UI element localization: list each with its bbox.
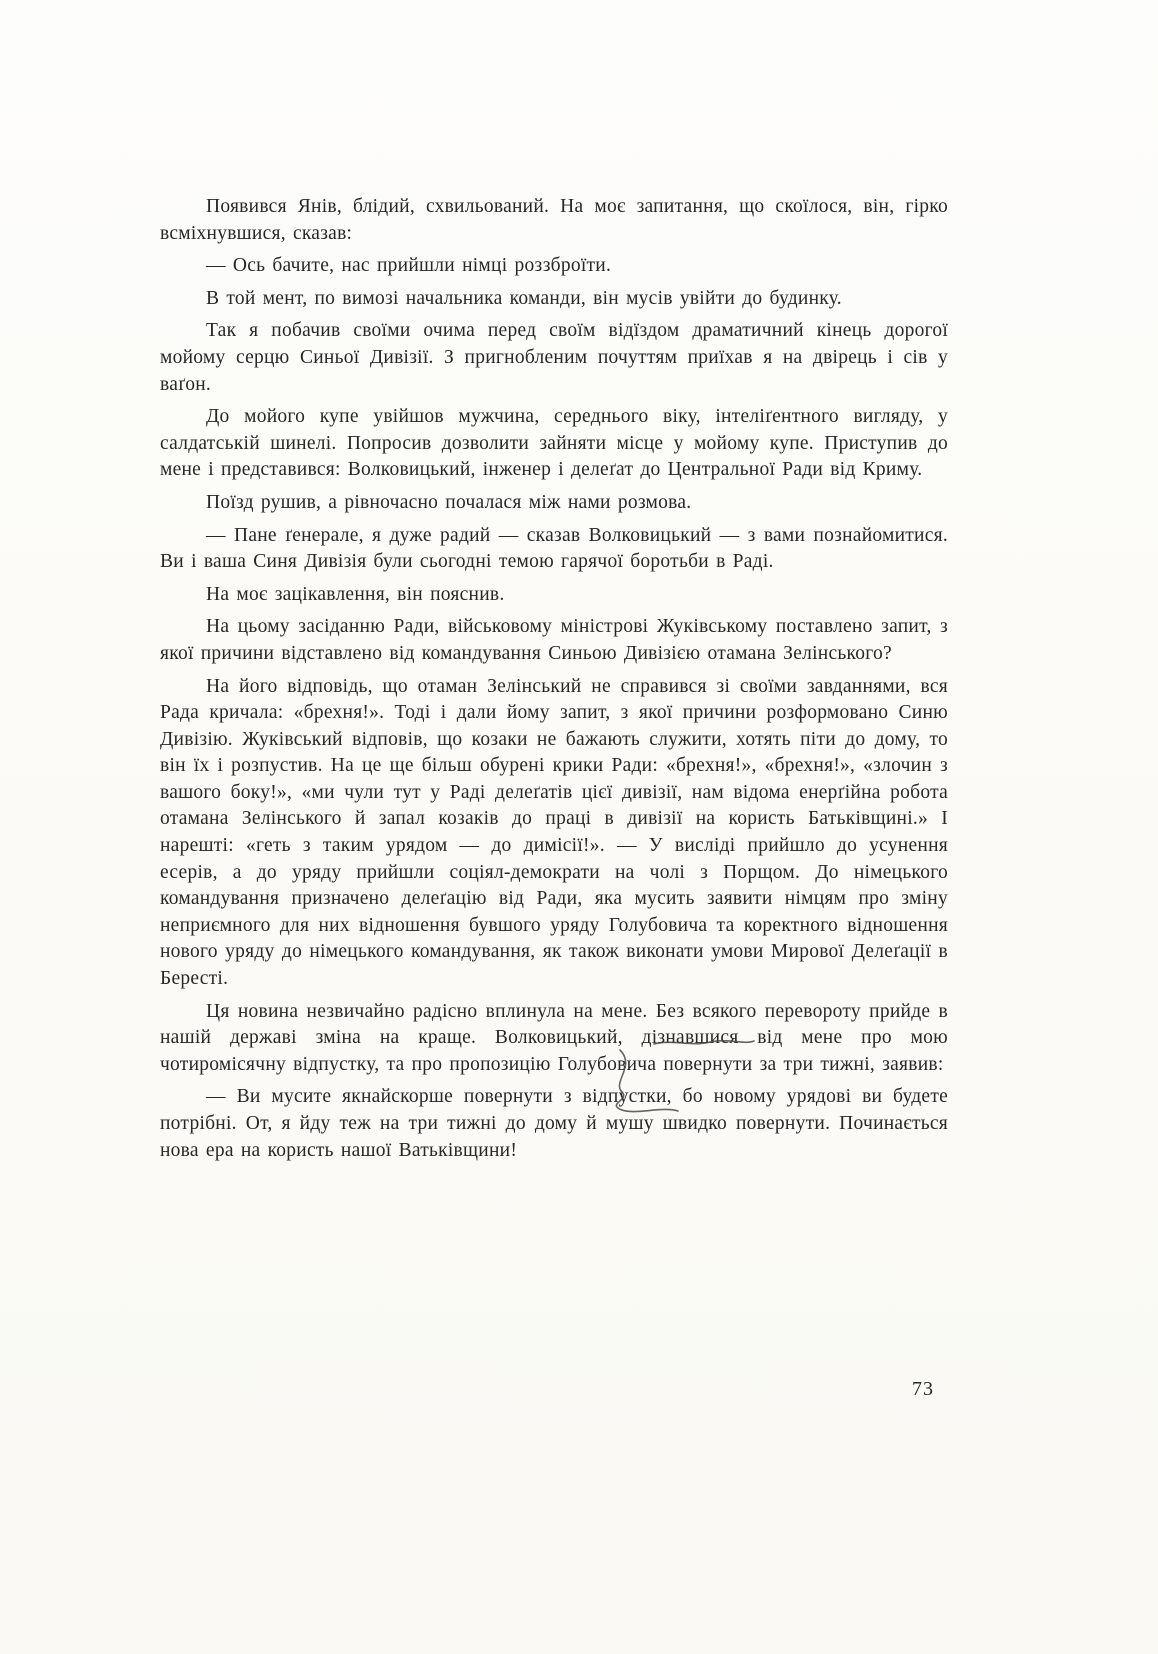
page-text	[160, 194, 948, 1164]
paragraph-7: — Пане ґенерале, я дуже радий — сказав Волковицький — з вами познайомитися. Ви і ваша Синя Дивізія були сьогодні темою гарячої боротьби в Раді.	[160, 524, 948, 573]
paragraph-2: — Ось бачите, нас прийшли німці роззброїти.	[206, 255, 612, 277]
paragraph-12: — Ви мусите якнайскорше повернути з відпустки, бо новому урядові ви будете потрібні. От, я йду теж на три тижні до дому й мушу швидко повернути. Починається нова ера на користь нашої Ватьківщини!	[160, 1086, 948, 1161]
paragraph-10: На його відповідь, що отаман Зелінський не справився зі своїми завданнями, вся Рада кричала: «брехня!». Тоді і дали йому запит, з якої причини розформовано Синю Дивізію. Жуківський відповів, що козаки не бажають служити, хотять піти до дому, то він їх і розпустив. На це ще більш обурені крики Ради: «брехня!», «брехня!», «злочин з вашого боку!», «ми чули тут у Раді делеґатів цієї дивізії, нам відома енерґійна робота отамана Зелінського й запал козаків до праці в дивізії на користь Батьківщині.» І нарешті: «геть з таким урядом — до димісії!». — У висліді прийшло до усунення есерів, а до уряду прийшли соціял-демократи на чолі з Порщом. До німецького командування призначено делеґацію від Ради, яка мусить заявити німцям про зміну неприємного для них відношення бувшого уряду Голубовича та коректного відношення нового уряду до німецького командування, як також виконати умови Мирової Делеґації в Бересті.	[160, 675, 948, 990]
paragraph-3: В той мент, по вимозі начальника команди, він мусів увійти до будинку.	[206, 287, 842, 309]
paragraph-9: На цьому засіданню Ради, військовому міністрові Жуківському поставлено запит, з якої причини відставлено від командування Синьою Дивізією отамана Зелінського?	[160, 616, 948, 664]
page-number: 73	[912, 1378, 934, 1400]
paragraph-11: Ця новина незвичайно радісно вплинула на мене. Без всякого перевороту прийде в нашій державі зміна на краще. Волковицький, дізнавшися від мене про мою чотиромісячну відпустку, та про пропозицію Голубовича повернути за три тижні, заявив:	[160, 1000, 948, 1075]
paragraph-5: До мойого купе увійшов мужчина, середнього віку, інтеліґентного вигляду, у салдатській шинелі. Попросив дозволити зайняти місце у мойому купе. Приступив до мене і представився: Волковицький, інженер і делеґат до Центральної Ради від Криму.	[160, 406, 948, 481]
paragraph-4: Так я побачив своїми очима перед своїм відїздом драматичний кінець дорогої мойому серцю Синьої Дивізії. З пригнобленим почуттям приїхав я на двірець і сів у ваґон.	[160, 320, 948, 395]
paragraph-6: Поїзд рушив, а рівночасно почалася між нами розмова.	[206, 491, 692, 513]
paragraph-8: На моє зацікавлення, він пояснив.	[206, 583, 505, 605]
paragraph-1: Появився Янів, блідий, схвильований. На моє запитання, що скоїлося, він, гірко всміхнувшися, сказав:	[160, 196, 948, 244]
